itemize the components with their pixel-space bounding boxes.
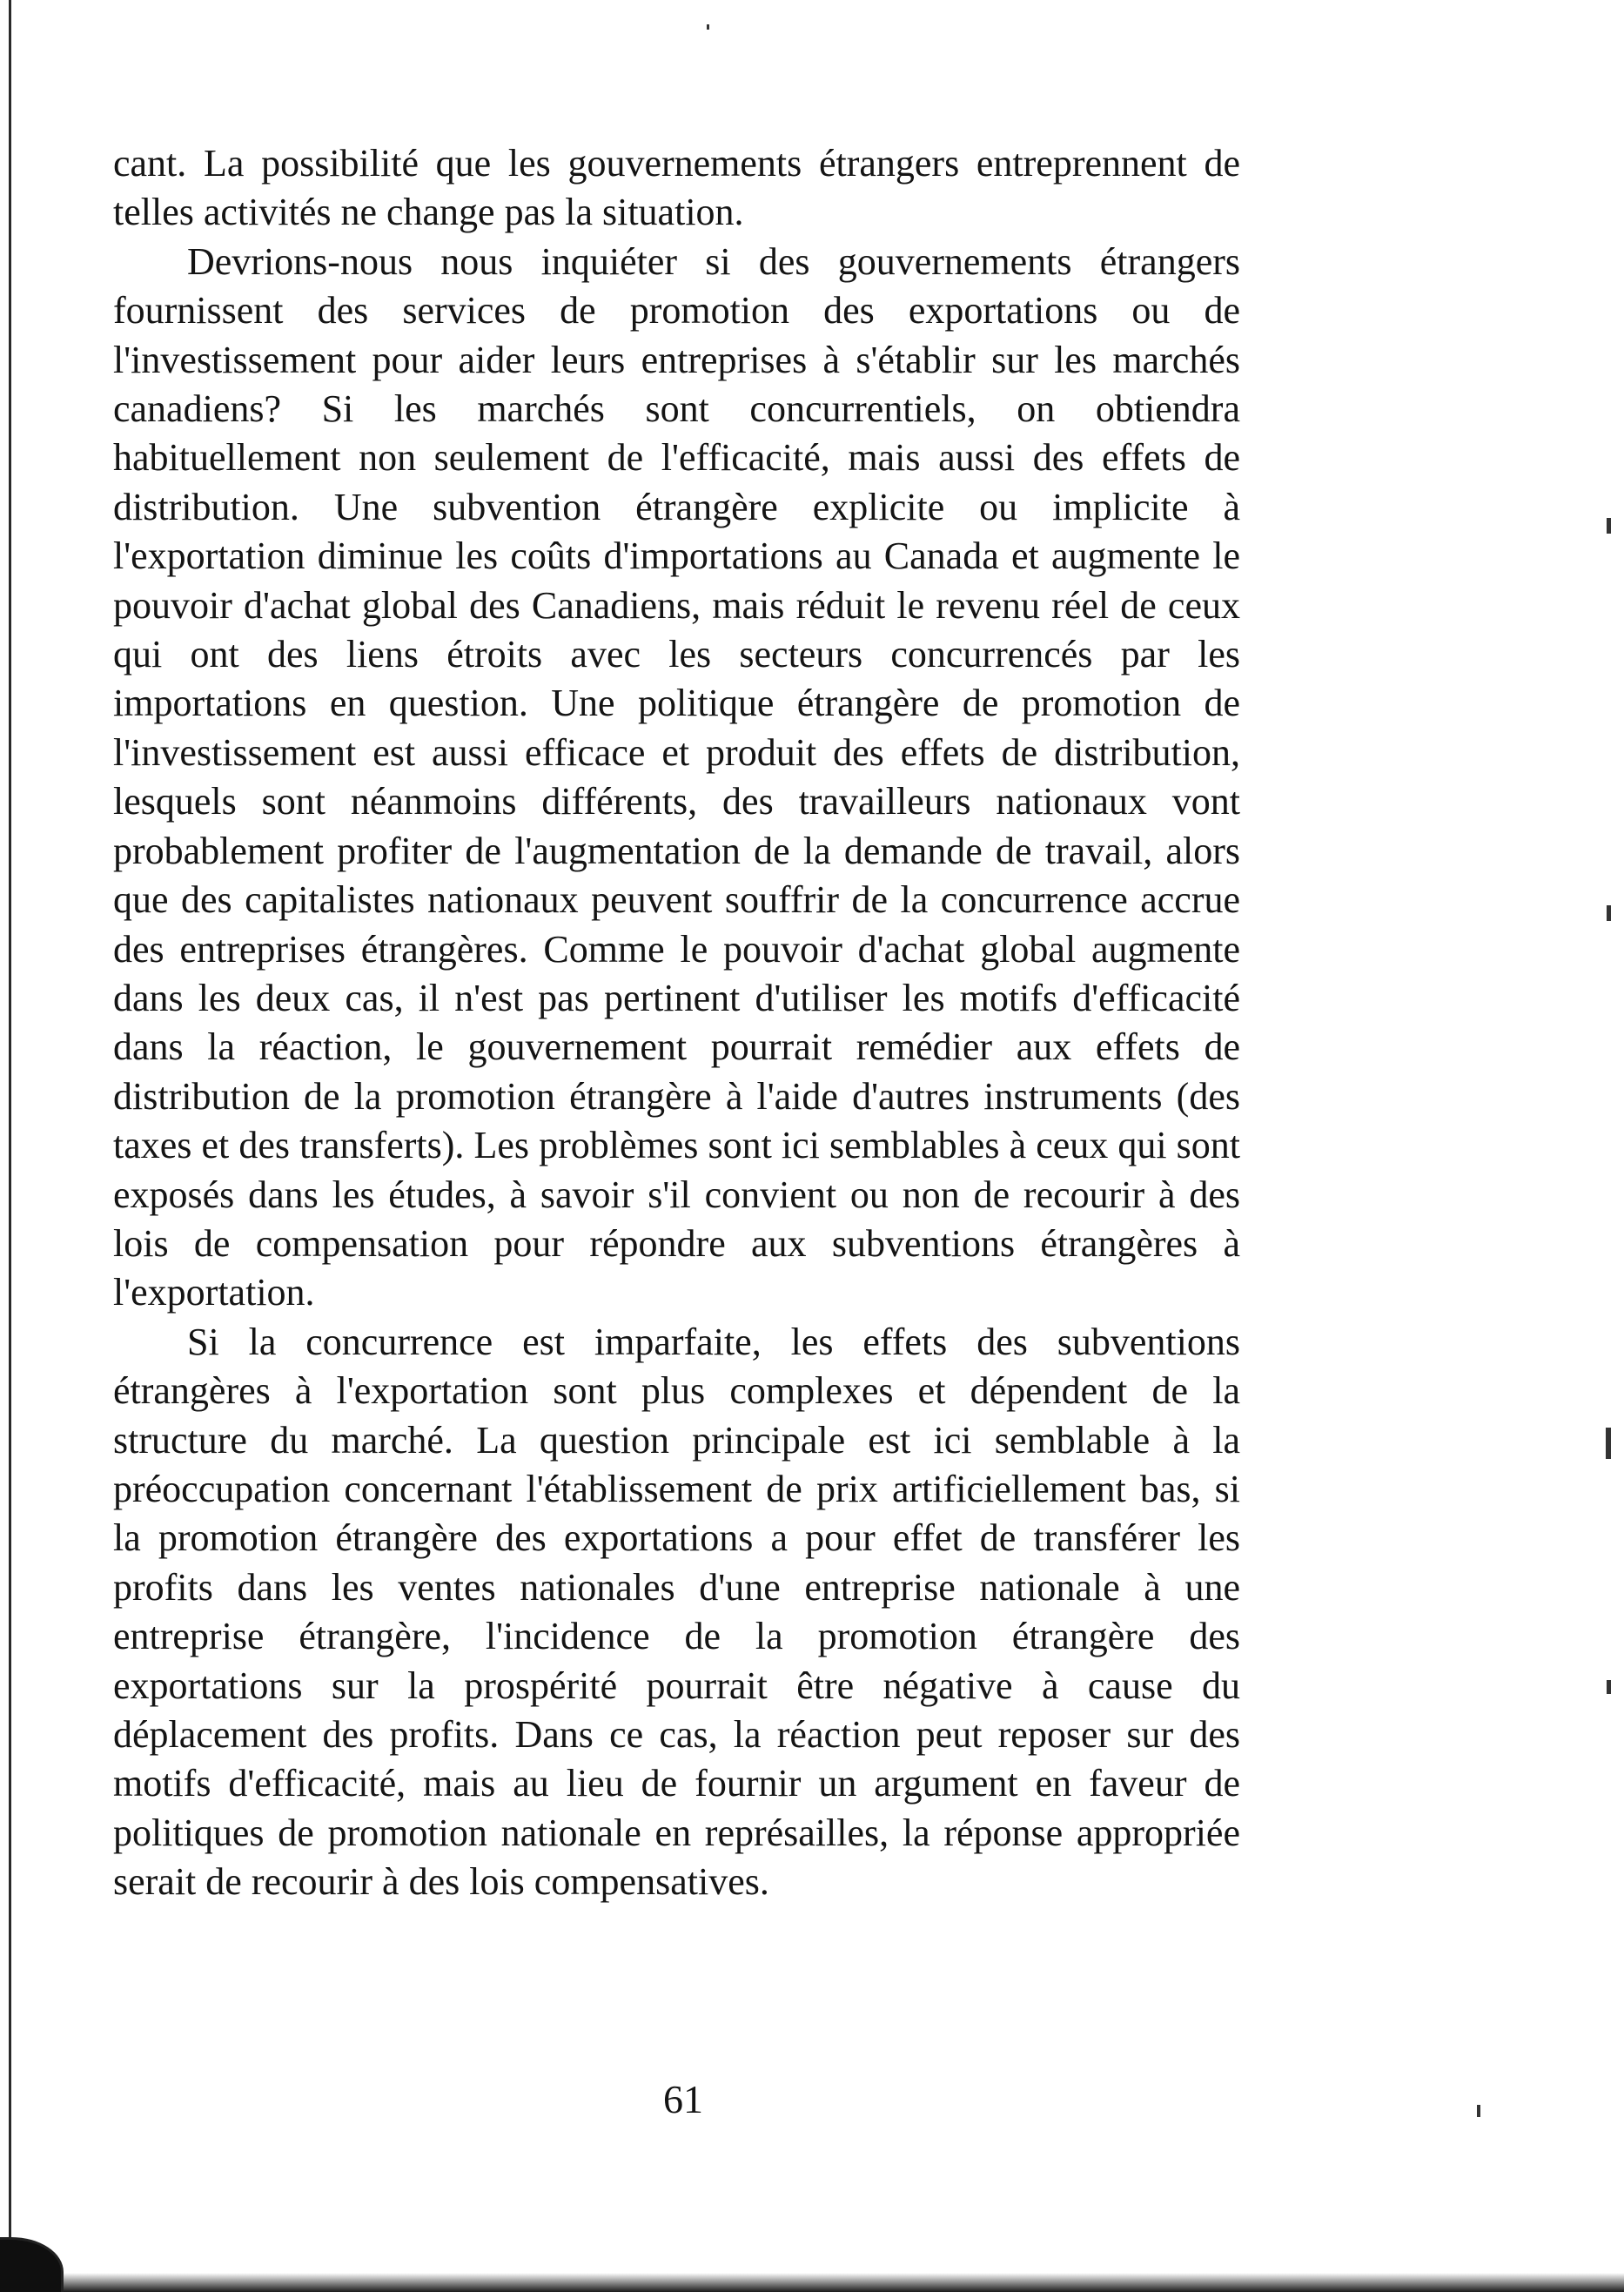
scan-speck [1607, 518, 1611, 534]
page-bottom-shadow [0, 2273, 1624, 2292]
scan-speck [1606, 1428, 1611, 1459]
scan-speck [1477, 2105, 1480, 2117]
body-text [113, 139, 1240, 1907]
page-right-edge [1610, 0, 1624, 2292]
paragraph-1: cant. La possibilité que les gouvernements étrangers entreprennent de telles activités ne change pas la situation. [113, 142, 1240, 234]
paragraph-3: Si la concurrence est imparfaite, les effets des subventions étrangères à l'exportation sont plus complexes et dépendent de la structure du marché. La question principale est ici semblable à la préoccupation concernant l'établissement de prix artificiellement bas, si la promotion étrangère des exportations a pour effet de transférer les profits dans les ventes nationales d'une entreprise nationale à une entreprise étrangère, l'incidence de la promotion étrangère des exportations sur la prospérité pourrait être négative à cause du déplacement des profits. Dans ce cas, la réaction peut reposer sur des motifs d'efficacité, mais au lieu de fournir un argument en faveur de politiques de promotion nationale en représailles, la réponse appropriée serait de recourir à des lois compensatives. [113, 1320, 1240, 1904]
paragraph-2: Devrions-nous nous inquiéter si des gouvernements étrangers fournissent des services de promotion des exportations ou de l'investissement pour aider leurs entreprises à s'établir sur les marchés canadiens? Si les marchés sont concurrentiels, on obtiendra habituellement non seulement de l'efficacité, mais aussi des effets de distribution. Une subvention étrangère explicite ou implicite à l'exportation diminue les coûts d'importations au Canada et augmente le pouvoir d'achat global des Canadiens, mais réduit le revenu réel de ceux qui ont des liens étroits avec les secteurs concurrencés par les importations en question. Une politique étrangère de promotion de l'investissement est aussi efficace et produit des effets de distribution, lesquels sont néanmoins différents, des travailleurs nationaux vont probablement profiter de l'augmentation de la demande de travail, alors que des capitalistes nationaux peuvent souffrir de la concurrence accrue des entreprises étrangères. Comme le pouvoir d'achat global augmente dans les deux cas, il n'est pas pertinent d'utiliser les motifs d'efficacité dans la réaction, le gouvernement pourrait remédier aux effets de distribution de la promotion étrangère à l'aide d'autres instruments (des taxes et des transferts). Les problèmes sont ici semblables à ceux qui sont exposés dans les études, à savoir s'il convient ou non de recourir à des lois de compensation pour répondre aux subventions étrangères à l'exportation. [113, 239, 1240, 1314]
page-corner-curl [0, 2237, 64, 2292]
scan-speck [1607, 905, 1611, 921]
page-left-edge [9, 0, 11, 2292]
page-number: 61 [663, 2077, 703, 2121]
scan-speck [707, 24, 709, 30]
scan-speck [1607, 1680, 1611, 1694]
